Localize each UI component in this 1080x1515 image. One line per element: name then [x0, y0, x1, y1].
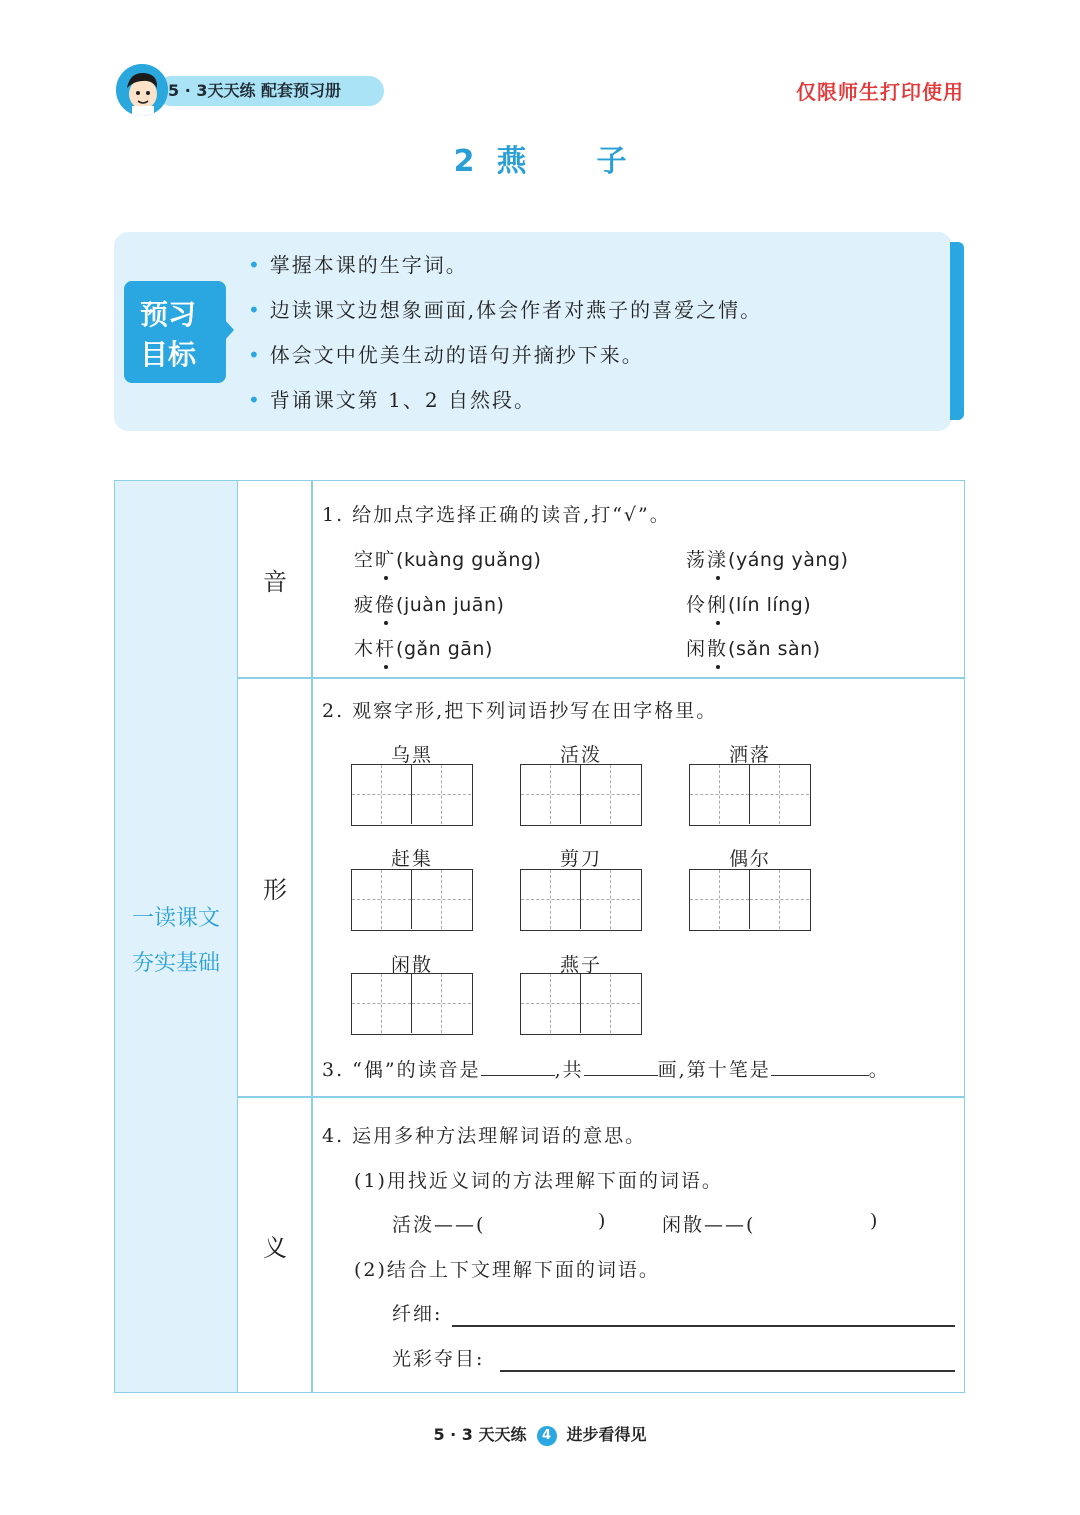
goals-tag	[124, 281, 226, 383]
q2-word: 赶集	[390, 848, 433, 870]
q1-item: 疲倦(juàn juān)	[354, 594, 505, 616]
q2-word: 活泼	[559, 744, 602, 766]
print-notice: 仅限师生打印使用	[796, 80, 964, 104]
goal-item: • 体会文中优美生动的语句并摘抄下来。	[248, 343, 644, 367]
q2-word: 剪刀	[559, 848, 602, 870]
q2-prompt: 2. 观察字形,把下列词语抄写在田字格里。	[322, 700, 718, 722]
brand-title: 5 · 3天天练 配套预习册	[168, 81, 342, 100]
page-number: 4	[537, 1426, 557, 1446]
q4-pair2: 闲散——(	[662, 1214, 756, 1236]
section-label: 一读课文 夯实基础	[131, 906, 220, 976]
q4-term2: 光彩夺目:	[392, 1348, 485, 1370]
q2-word: 燕子	[559, 954, 602, 976]
goal-item: • 边读课文边想象画面,体会作者对燕子的喜爱之情。	[248, 298, 763, 322]
category-meaning: 义	[263, 1234, 287, 1262]
q1-item: 荡漾(yáng yàng)	[686, 549, 849, 571]
q4-answer-line[interactable]	[500, 1370, 955, 1372]
q3-blank-strokes[interactable]	[584, 1058, 658, 1076]
goals-tag-line1: 预习	[140, 298, 197, 331]
q4-term1: 纤细:	[392, 1303, 443, 1325]
q2-word: 乌黑	[390, 744, 433, 766]
q4-pair1: 活泼——(	[392, 1214, 486, 1236]
category-sound: 音	[263, 568, 287, 596]
goal-item: • 背诵课文第 1、2 自然段。	[248, 388, 536, 412]
q4-sub1: (1)用找近义词的方法理解下面的词语。	[354, 1170, 723, 1192]
category-shape: 形	[263, 876, 287, 904]
tian-grid[interactable]	[689, 764, 811, 826]
footer-slogan: 进步看得见	[566, 1425, 647, 1444]
q3-blank-stroke10[interactable]	[771, 1058, 869, 1076]
goals-tag-line2: 目标	[140, 338, 197, 371]
lesson-number: 2	[453, 144, 475, 179]
row-divider	[238, 1096, 965, 1098]
page-title	[0, 136, 1080, 180]
q4-pair1-close: )	[598, 1210, 608, 1232]
tian-grid[interactable]	[351, 764, 473, 826]
tian-grid[interactable]	[520, 869, 642, 931]
lesson-title-char1: 燕	[496, 144, 527, 179]
q3-question: 3. “偶”的读音是 ,共 画,第十笔是 。	[322, 1059, 890, 1081]
q4-prompt: 4. 运用多种方法理解词语的意思。	[322, 1125, 647, 1147]
goals-tag-arrow	[225, 320, 234, 340]
q1-item: 闲散(sǎn sàn)	[686, 638, 821, 660]
q3-blank-pinyin[interactable]	[481, 1058, 555, 1076]
mascot-icon	[116, 64, 168, 116]
tian-grid[interactable]	[520, 973, 642, 1035]
goal-item: • 掌握本课的生字词。	[248, 253, 468, 277]
q2-word: 闲散	[390, 954, 433, 976]
q1-item: 空旷(kuàng guǎng)	[354, 549, 542, 571]
q2-word: 偶尔	[728, 848, 771, 870]
q4-pair2-close: )	[870, 1210, 880, 1232]
goals-list	[248, 246, 762, 426]
q4-sub2: (2)结合上下文理解下面的词语。	[354, 1259, 660, 1281]
lesson-title-char2: 子	[596, 144, 627, 179]
tian-grid[interactable]	[520, 764, 642, 826]
row-divider	[238, 677, 965, 679]
q1-item: 伶俐(lín líng)	[686, 594, 812, 616]
tian-grid[interactable]	[351, 869, 473, 931]
q4-answer-line[interactable]	[452, 1325, 955, 1327]
footer-brand: 5 · 3 天天练	[433, 1425, 527, 1444]
goals-panel-edge	[950, 242, 964, 420]
tian-grid[interactable]	[689, 869, 811, 931]
q1-item: 木杆(gǎn gān)	[354, 638, 493, 660]
q2-word: 洒落	[728, 744, 771, 766]
page-footer	[0, 1422, 1080, 1446]
tian-grid[interactable]	[351, 973, 473, 1035]
q1-prompt: 1. 给加点字选择正确的读音,打“√”。	[322, 504, 671, 526]
